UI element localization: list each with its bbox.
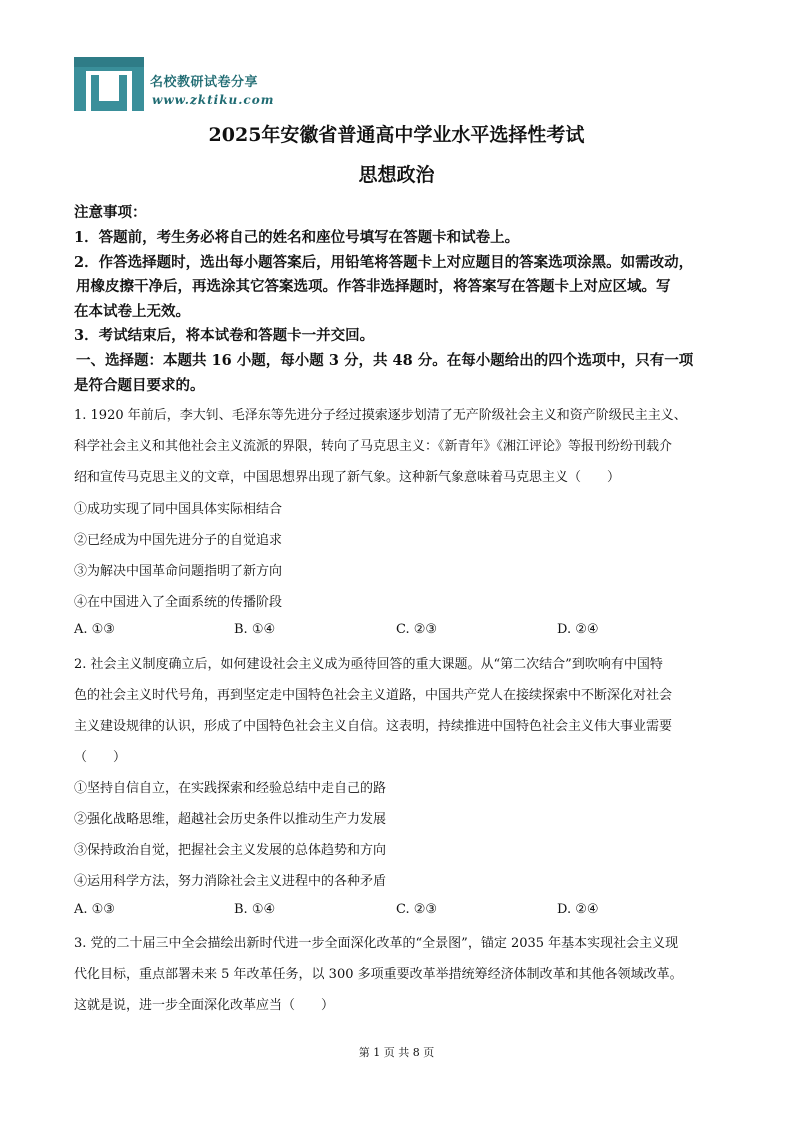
question-2-choice-b[interactable]: B. ①④	[234, 902, 276, 917]
question-2-choice-c[interactable]: C. ②③	[396, 902, 438, 917]
question-1-choice-d[interactable]: D. ②④	[557, 622, 599, 637]
notice-heading: 注意事项：	[74, 204, 147, 221]
question-2-stem: 主义建设规律的认识，形成了中国特色社会主义自信。这表明，持续推进中国特色社会主义伟大事业需要	[74, 719, 673, 734]
notice-item: 1．答题前，考生务必将自己的姓名和座位号填写在答题卡和试卷上。	[74, 229, 520, 246]
notice-item: 用橡皮擦干净后，再选涂其它答案选项。作答非选择题时，将答案写在答题卡上对应区域。写	[76, 278, 671, 295]
logo-emblem	[74, 57, 144, 111]
question-2-stem: 2. 社会主义制度确立后，如何建设社会主义成为亟待回答的重大课题。从“第二次结合”到吹响有中国特	[74, 657, 663, 672]
notice-item: 3．考试结束后，将本试卷和答题卡一并交回。	[74, 327, 375, 344]
notice-item: 在本试卷上无效。	[74, 303, 190, 320]
question-1-choice-a[interactable]: A. ①③	[74, 622, 115, 637]
page-number: 第 1 页 共 8 页	[358, 1046, 435, 1059]
question-1-item: ②已经成为中国先进分子的自觉追求	[74, 533, 283, 548]
question-2-item: ②强化战略思维，超越社会历史条件以推动生产力发展	[74, 812, 387, 827]
question-1-item: ④在中国进入了全面系统的传播阶段	[74, 595, 283, 610]
section-heading: 一、选择题：本题共 16 小题，每小题 3 分，共 48 分。在每小题给出的四个选项中，只有一项	[76, 352, 694, 369]
logo-url: www.zktiku.com	[152, 93, 275, 107]
question-1-choice-b[interactable]: B. ①④	[234, 622, 276, 637]
question-1-choice-c[interactable]: C. ②③	[396, 622, 438, 637]
question-1-stem: 1. 1920 年前后，李大钊、毛泽东等先进分子经过摸索逐步划清了无产阶级社会主义和资产阶级民主主义、	[74, 408, 687, 423]
question-3-stem: 代化目标，重点部署未来 5 年改革任务，以 300 多项重要改革举措统筹经济体制改革和其他各领域改革。	[74, 967, 683, 982]
notice-item: 2．作答选择题时，选出每小题答案后，用铅笔将答题卡上对应题目的答案选项涂黑。如需改动，	[74, 254, 694, 271]
logo-text: 名校教研试卷分享	[150, 75, 259, 90]
exam-title: 2025年安徽省普通高中学业水平选择性考试	[208, 124, 585, 146]
question-2-item: ①坚持自信自立，在实践探索和经验总结中走自己的路	[74, 781, 387, 796]
question-3-stem: 3. 党的二十届三中全会描绘出新时代进一步全面深化改革的“全景图”，锚定 2035 年基本实现社会主义现	[74, 936, 679, 951]
question-2-item: ③保持政治自觉，把握社会主义发展的总体趋势和方向	[74, 843, 387, 858]
question-1-item: ①成功实现了同中国具体实际相结合	[74, 502, 283, 517]
question-2-item: ④运用科学方法，努力消除社会主义进程中的各种矛盾	[74, 874, 387, 889]
question-2-choice-d[interactable]: D. ②④	[557, 902, 599, 917]
question-2-stem: 色的社会主义时代号角，再到坚定走中国特色社会主义道路，中国共产党人在接续探索中不断深化对社会	[74, 688, 673, 703]
question-2-stem: （ ）	[74, 750, 127, 765]
subject-title: 思想政治	[358, 164, 435, 186]
question-1-item: ③为解决中国革命问题指明了新方向	[74, 564, 283, 579]
question-1-stem: 科学社会主义和其他社会主义流派的界限，转向了马克思主义：《新青年》《湘江评论》等报刊纷纷刊载介	[74, 439, 673, 454]
question-1-stem: 绍和宣传马克思主义的文章，中国思想界出现了新气象。这种新气象意味着马克思主义（ ）	[74, 470, 621, 485]
question-3-stem: 这就是说，进一步全面深化改革应当（ ）	[74, 998, 335, 1013]
question-2-choice-a[interactable]: A. ①③	[74, 902, 115, 917]
section-heading-cont: 是符合题目要求的。	[74, 377, 205, 394]
